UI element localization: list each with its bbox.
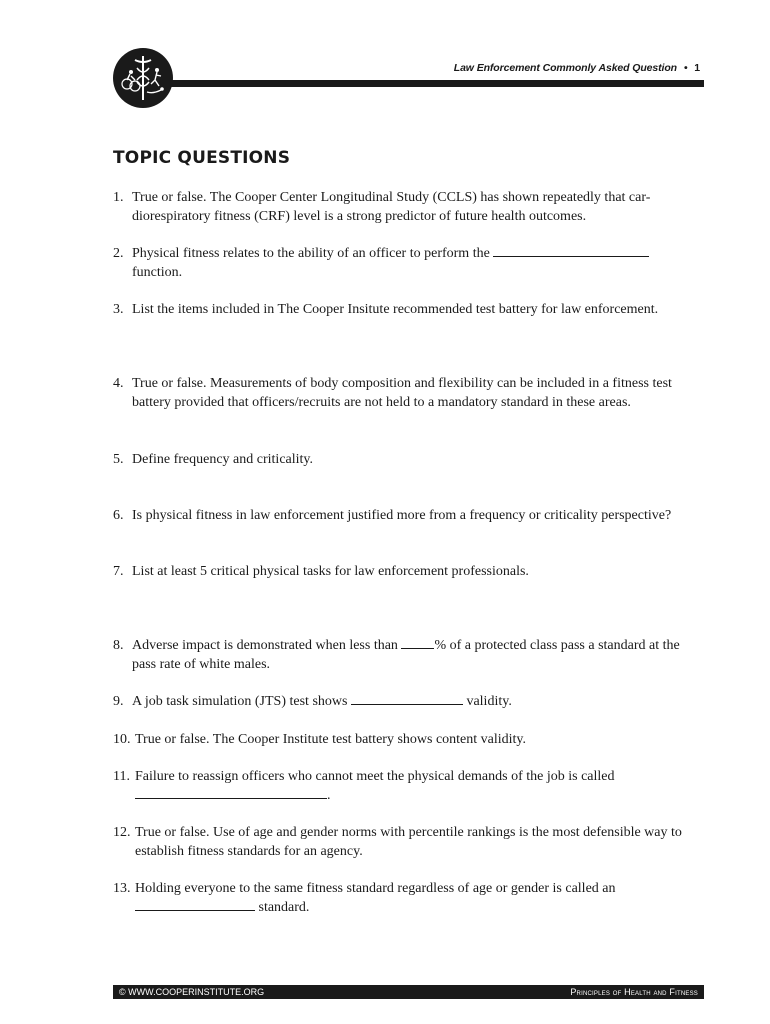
question-number: 8. — [113, 638, 124, 653]
header-bullet: • — [683, 62, 688, 74]
running-header — [454, 62, 700, 74]
question-text: Holding everyone to the same fitness standard regardless of age or gender is called an standard. — [135, 881, 616, 915]
question-6 — [113, 506, 703, 525]
question-13 — [113, 879, 703, 917]
question-text: Adverse impact is demonstrated when less than % of a protected class pass a standard at the pass rate of white males. — [132, 638, 680, 672]
question-text: List the items included in The Cooper Insitute recommended test battery for law enforcement. — [132, 302, 659, 317]
question-text: True or false. Use of age and gender norms with percentile rankings is the most defensible way to establish fitness standards for an agency. — [135, 825, 682, 859]
header-rule — [168, 80, 704, 87]
question-7 — [113, 562, 703, 581]
question-number: 2. — [113, 246, 124, 261]
question-text: Is physical fitness in law enforcement justified more from a frequency or criticality perspective? — [132, 508, 672, 523]
question-number: 4. — [113, 376, 124, 391]
question-2 — [113, 244, 703, 282]
question-4 — [113, 374, 703, 412]
question-12 — [113, 823, 703, 861]
question-text: Physical fitness relates to the ability of an officer to perform the function. — [132, 244, 703, 282]
question-number: 5. — [113, 452, 124, 467]
answer-blank[interactable] — [135, 786, 327, 799]
footer-book-title: Principles of Health and Fitness — [570, 987, 698, 997]
question-number: 12. — [113, 825, 131, 840]
question-number: 10. — [113, 732, 131, 747]
question-text: List at least 5 critical physical tasks for law enforcement professionals. — [132, 564, 529, 579]
answer-blank[interactable] — [493, 244, 649, 257]
question-10 — [113, 730, 703, 749]
question-number: 7. — [113, 564, 124, 579]
question-number: 9. — [113, 694, 124, 709]
question-text: True or false. The Cooper Institute test battery shows content validity. — [135, 732, 527, 747]
caduceus-athletes-icon — [113, 48, 173, 108]
question-number: 1. — [113, 190, 124, 205]
answer-blank[interactable] — [135, 898, 255, 911]
question-number: 13. — [113, 881, 131, 896]
question-9 — [113, 692, 703, 711]
footer-bar — [113, 985, 704, 999]
question-text: Define frequency and criticality. — [132, 452, 314, 467]
question-text: True or false. Measurements of body composition and flexibility can be included in a fitness test battery provided that officers/recruits are not held to a mandatory standard in these areas. — [132, 376, 672, 410]
cooper-institute-logo — [113, 48, 173, 108]
question-number: 6. — [113, 508, 124, 523]
question-1 — [113, 188, 703, 226]
question-11 — [113, 767, 703, 805]
question-number: 11. — [113, 769, 130, 784]
page-number: 1 — [694, 62, 700, 74]
question-5 — [113, 450, 703, 469]
answer-blank[interactable] — [401, 636, 434, 649]
page-title: TOPIC QUESTIONS — [113, 148, 291, 168]
footer-website: © WWW.COOPERINSTITUTE.ORG — [119, 987, 265, 997]
question-number: 3. — [113, 302, 124, 317]
question-text: True or false. The Cooper Center Longitudinal Study (CCLS) has shown repeatedly that car-diorespiratory fitness (CRF) level is a strong predictor of future health outcomes. — [132, 190, 651, 224]
question-text: A job task simulation (JTS) test shows validity. — [132, 694, 512, 709]
question-3 — [113, 300, 703, 319]
answer-blank[interactable] — [351, 692, 463, 705]
question-8 — [113, 636, 703, 674]
running-title: Law Enforcement Commonly Asked Question — [453, 62, 678, 74]
question-text: Failure to reassign officers who cannot meet the physical demands of the job is called . — [135, 769, 615, 803]
